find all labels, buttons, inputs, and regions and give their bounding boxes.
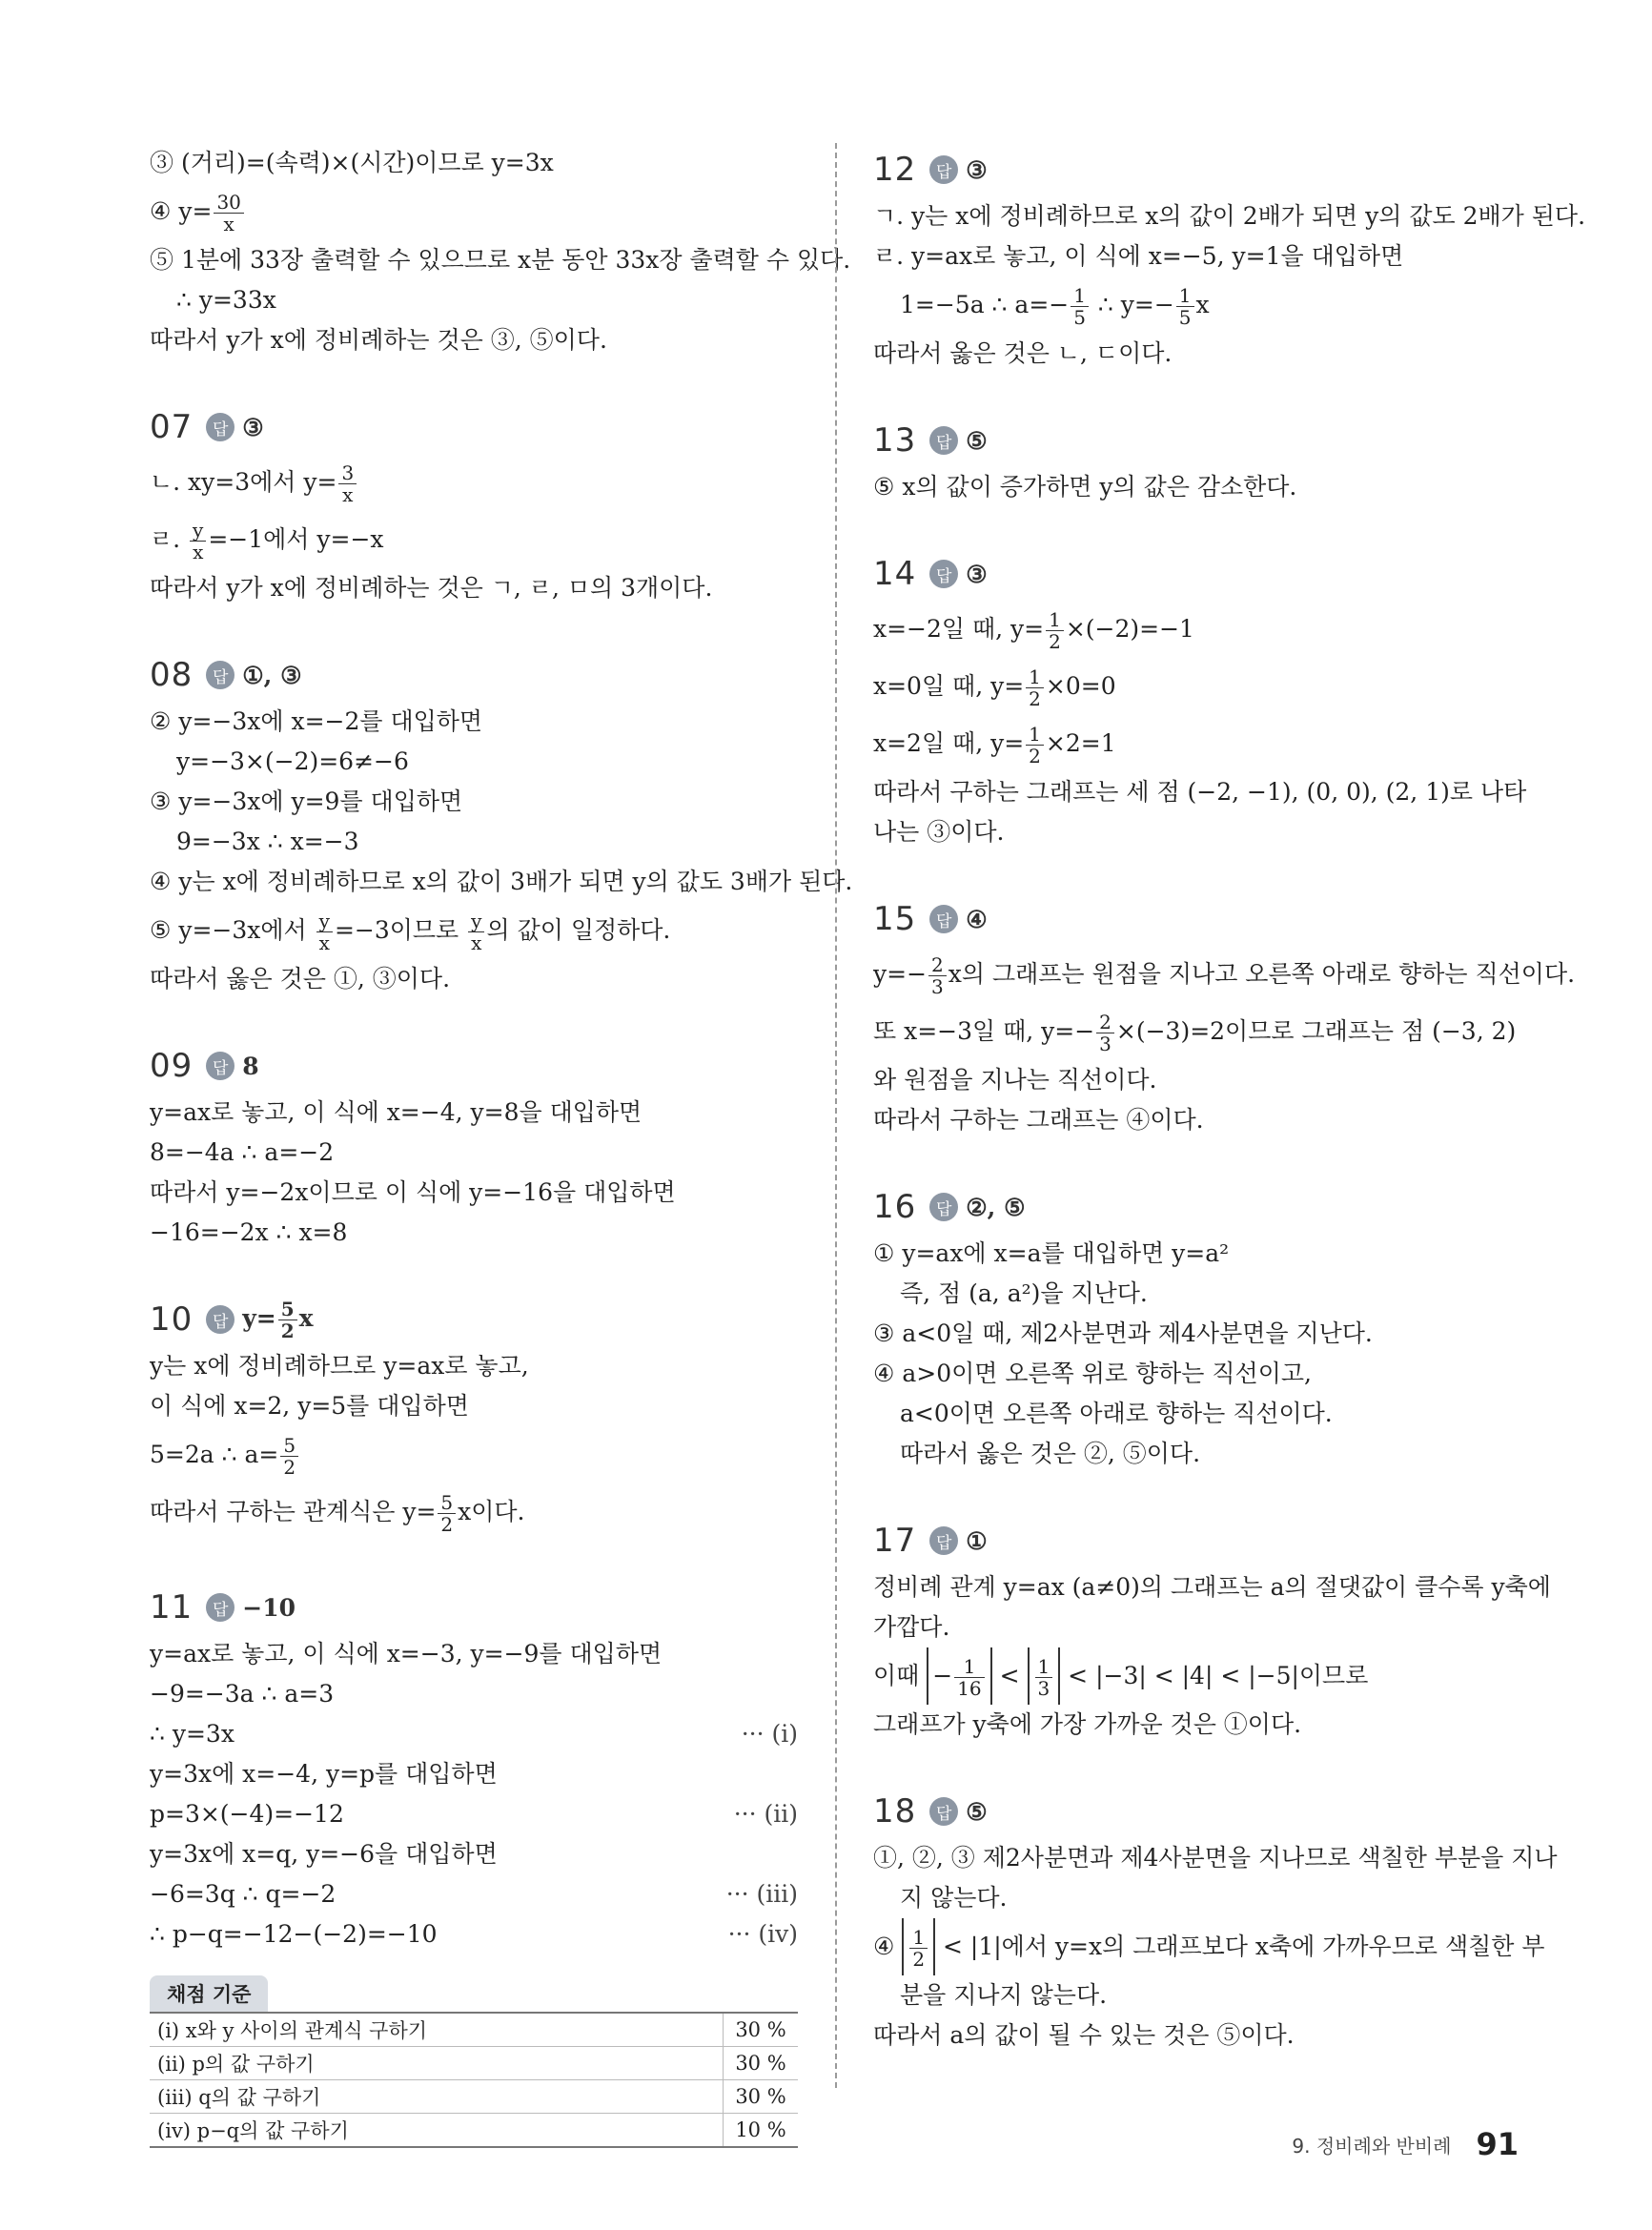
fraction [909, 1927, 928, 1970]
fraction-numerator: 30 [214, 192, 243, 214]
grading-label: (ⅰ) x와 y 사이의 관계식 구하기 [150, 2013, 724, 2047]
grading-label: (ⅳ) p−q의 값 구하기 [150, 2114, 724, 2148]
solution-line: 따라서 구하는 그래프는 세 점 (−2, −1), (0, 0), (2, 1)로 나타 [873, 778, 1527, 806]
solution-text: −6=3q ∴ q=−2 [150, 1880, 337, 1908]
solution-line: 5=2a ∴ a= $\frac{5}{2}$ [150, 1426, 798, 1483]
question-number: 15 [873, 900, 917, 938]
solution-line: ④ y= $\frac{30}{x}$ [150, 183, 798, 240]
fraction-numerator: 1 [1026, 666, 1044, 688]
solution-line: a<0이면 오른쪽 아래로 향하는 직선이다. [900, 1400, 1333, 1427]
fraction [1026, 724, 1044, 767]
answer-badge: 답 [206, 413, 235, 441]
question-number: 09 [150, 1047, 194, 1085]
solution-line: 지 않는다. [900, 1884, 1008, 1912]
right-column [873, 143, 1586, 2056]
question-header-16 [873, 1180, 1521, 1234]
fraction [1071, 285, 1089, 328]
question-header-14 [873, 547, 1521, 601]
solution-line [150, 1874, 798, 1914]
answer-badge: 답 [929, 1526, 958, 1555]
solution-line: y는 x에 정비례하므로 y=ax로 놓고, [150, 1352, 529, 1380]
fraction [280, 1435, 298, 1478]
solution-line: 이 식에 x=2, y=5를 대입하면 [150, 1392, 469, 1420]
solution-line: 가깝다. [873, 1613, 950, 1641]
solution-line: y=−3×(−2)=6≠−6 [176, 747, 409, 775]
question-number: 07 [150, 408, 194, 446]
question-header-15 [873, 892, 1521, 946]
solution-line: ⑤ 1분에 33장 출력할 수 있으므로 x분 동안 33x장 출력할 수 있다. [150, 246, 851, 274]
solution-line [150, 1714, 798, 1754]
grading-table [150, 2012, 798, 2148]
solution-line: ㄱ. y는 x에 정비례하므로 x의 값이 2배가 되면 y의 값도 2배가 된다. [873, 202, 1586, 230]
answer-badge: 답 [929, 1797, 958, 1826]
fraction-denominator: 16 [957, 1677, 982, 1700]
answer-badge: 답 [206, 1305, 235, 1334]
fraction-denominator: 2 [1049, 630, 1061, 653]
fraction-denominator: x [471, 931, 482, 954]
answer-badge: 답 [929, 905, 958, 933]
fraction-numerator: y [190, 520, 206, 542]
solution-line: ㄹ. y=ax로 놓고, 이 식에 x=−5, y=1을 대입하면 [873, 242, 1404, 270]
fraction [438, 1492, 456, 1535]
answer-value: ①, ③ [242, 661, 302, 689]
left-column [150, 143, 853, 2148]
fraction-numerator: 2 [1096, 1012, 1114, 1033]
solution-line: −9=−3a ∴ a=3 [150, 1680, 335, 1708]
absolute-value [1028, 1647, 1061, 1705]
fraction-numerator: y [468, 910, 484, 932]
fraction-numerator: 1 [1176, 285, 1194, 307]
fraction-numerator: 1 [909, 1927, 928, 1949]
grading-row [150, 2013, 798, 2047]
answer-badge: 답 [206, 1593, 235, 1622]
fraction-numerator: 1 [1071, 285, 1089, 307]
column-divider [835, 143, 837, 2088]
solution-line: 또 x=−3일 때, y=− $\frac{2}{3}$ ×(−3)=2이므로 그래프는 점 (−3, 2) [873, 1011, 1517, 1055]
fraction-numerator: 1 [1026, 724, 1044, 746]
question-header-13 [873, 414, 1521, 467]
solution-line: ⑤ y=−3x에서 $\frac{y}{x}$ =−3이므로 $\frac{y}{x}$ 의 값이 일정하다. [150, 910, 671, 954]
solution-line: ④ $\frac{1}{2}$ < |1|에서 y=x의 그래프보다 x축에 가까우므로 색칠한 부 [873, 1918, 1521, 1975]
question-header-18 [873, 1785, 1521, 1838]
solution-line: ㄴ. xy=3에서 y= $\frac{3}{x}$ [150, 454, 798, 511]
step-marker: ··· (ⅱ) [733, 1800, 798, 1828]
solution-line: x=2일 때, y= $\frac{1}{2}$ ×2=1 [873, 723, 1116, 767]
solution-line: ∴ y=33x [176, 286, 276, 314]
solution-line: 1=−5a ∴ a=− $\frac{1}{5}$ ∴ y=− $\frac{1}{5}$ x [900, 284, 1210, 329]
absolute-value: − $\frac{1}{16}$ [927, 1647, 991, 1705]
question-header-17 [873, 1514, 1521, 1567]
solution-line: 나는 ③이다. [873, 818, 1005, 846]
fraction-numerator: 3 [338, 462, 357, 484]
solution-line: y=3x에 x=−4, y=p를 대입하면 [150, 1760, 498, 1788]
fraction-numerator: 1 [1046, 609, 1064, 631]
solution-line: 이때 − $\frac{1}{16}$ < $\frac{1}{3}$ < |−3| < |4| < |−5|이므로 [873, 1647, 1521, 1705]
fraction-denominator: 2 [283, 1456, 296, 1479]
solution-line: 분을 지나지 않는다. [900, 1981, 1108, 2009]
answer-value: ③ [242, 413, 264, 441]
fraction-denominator: 3 [1099, 1033, 1112, 1055]
fraction-denominator: 3 [931, 975, 944, 998]
solution-line: ①, ②, ③ 제2사분면과 제4사분면을 지나므로 색칠한 부분을 지나 [873, 1844, 1558, 1872]
answer-badge: 답 [929, 426, 958, 455]
answer-value: y= $\frac{5}{2}$ x [242, 1297, 314, 1342]
question-header-09 [150, 1039, 798, 1093]
solution-line: ⑤ x의 값이 증가하면 y의 값은 감소한다. [873, 473, 1297, 501]
page-number: 91 [1476, 2126, 1519, 2162]
solution-line [150, 1794, 798, 1834]
answer-badge: 답 [206, 661, 235, 689]
grading-criteria [150, 1975, 798, 2148]
chapter-title: 9. 정비례와 반비례 [1292, 2134, 1452, 2158]
solution-line: ③ y=−3x에 y=9를 대입하면 [150, 788, 463, 815]
fraction-denominator: 2 [1029, 687, 1041, 710]
page-footer [1292, 2126, 1519, 2162]
grading-percent: 30 % [724, 2013, 799, 2047]
fraction-numerator: 1 [1035, 1656, 1053, 1678]
solution-line: y=ax로 놓고, 이 식에 x=−4, y=8을 대입하면 [150, 1098, 642, 1126]
question-number: 11 [150, 1588, 194, 1626]
solution-line: 와 원점을 지나는 직선이다. [873, 1066, 1157, 1094]
answer-value: ④ [966, 905, 988, 933]
solution-line: ② y=−3x에 x=−2를 대입하면 [150, 707, 483, 735]
fraction [1096, 1012, 1114, 1054]
fraction [214, 192, 243, 235]
fraction [468, 910, 484, 953]
grading-row [150, 2080, 798, 2114]
question-header-08 [150, 648, 798, 702]
fraction-numerator: 2 [928, 954, 947, 976]
solution-text: ∴ p−q=−12−(−2)=−10 [150, 1920, 438, 1948]
question-number: 08 [150, 656, 194, 694]
fraction-denominator: 3 [1037, 1677, 1050, 1700]
absolute-value [902, 1918, 935, 1975]
solution-line: 따라서 옳은 것은 ㄴ, ㄷ이다. [873, 339, 1173, 367]
answer-badge: 답 [206, 1052, 235, 1080]
fraction-numerator: y [316, 910, 333, 932]
step-marker: ··· (ⅰ) [741, 1720, 798, 1748]
fraction-denominator: 2 [440, 1513, 454, 1536]
fraction [338, 462, 357, 505]
answer-value: ②, ⑤ [966, 1193, 1026, 1221]
solution-line: 9=−3x ∴ x=−3 [176, 828, 359, 855]
question-header-10 [150, 1293, 798, 1346]
question-number: 16 [873, 1188, 917, 1226]
answer-value: ⑤ [966, 1797, 988, 1826]
fraction-denominator: x [193, 541, 204, 563]
fraction [1026, 666, 1044, 709]
solution-line: x=−2일 때, y= $\frac{1}{2}$ ×(−2)=−1 [873, 608, 1194, 653]
step-marker: ··· (ⅳ) [727, 1920, 798, 1948]
solution-line: ㄹ. $\frac{y}{x}$ =−1에서 y=−x [150, 519, 384, 563]
solution-line: 따라서 y가 x에 정비례하는 것은 ㄱ, ㄹ, ㅁ의 3개이다. [150, 574, 713, 602]
grading-title: 채점 기준 [150, 1975, 268, 2012]
fraction-numerator: 5 [278, 1299, 297, 1320]
answer-value: ③ [966, 155, 988, 184]
fraction-denominator: 5 [1178, 306, 1192, 329]
answer-value: ⑤ [966, 426, 988, 455]
solution-line: 8=−4a ∴ a=−2 [150, 1138, 335, 1166]
fraction [1046, 609, 1064, 652]
grading-percent: 30 % [724, 2080, 799, 2114]
fraction-denominator: 2 [280, 1319, 295, 1342]
solution-line: 따라서 옳은 것은 ②, ⑤이다. [900, 1440, 1201, 1467]
fraction-denominator: x [342, 483, 354, 506]
question-number: 14 [873, 555, 917, 593]
solution-line [150, 1914, 798, 1954]
question-header-07 [150, 400, 798, 454]
fraction-numerator: 5 [438, 1492, 456, 1514]
fraction-denominator: 5 [1073, 306, 1086, 329]
solution-line: ③ (거리)=(속력)×(시간)이므로 y=3x [150, 149, 554, 176]
solution-line: 즉, 점 (a, a²)을 지난다. [900, 1279, 1148, 1307]
fraction [190, 520, 206, 563]
grading-row [150, 2047, 798, 2080]
solution-line: 따라서 y=−2x이므로 이 식에 y=−16을 대입하면 [150, 1178, 676, 1206]
question-number: 17 [873, 1522, 917, 1560]
fraction-denominator: x [223, 213, 235, 235]
solution-line: ④ y는 x에 정비례하므로 x의 값이 3배가 되면 y의 값도 3배가 된다. [150, 868, 853, 895]
solution-line: 따라서 a의 값이 될 수 있는 것은 ⑤이다. [873, 2021, 1295, 2049]
grading-row [150, 2114, 798, 2148]
solution-line: 따라서 옳은 것은 ①, ③이다. [150, 965, 451, 992]
grading-label: (ⅱ) p의 값 구하기 [150, 2047, 724, 2080]
question-number: 12 [873, 151, 917, 189]
solution-line: 따라서 구하는 그래프는 ④이다. [873, 1106, 1204, 1134]
fraction [1035, 1656, 1053, 1699]
answer-fraction [278, 1299, 297, 1341]
solution-line: y=ax로 놓고, 이 식에 x=−3, y=−9를 대입하면 [150, 1640, 663, 1667]
answer-value: 8 [242, 1052, 259, 1080]
grading-percent: 30 % [724, 2047, 799, 2080]
fraction-numerator: 5 [280, 1435, 298, 1457]
solution-line: 따라서 y가 x에 정비례하는 것은 ③, ⑤이다. [150, 326, 607, 354]
answer-badge: 답 [929, 155, 958, 184]
solution-line: ④ a>0이면 오른쪽 위로 향하는 직선이고, [873, 1360, 1312, 1387]
solution-line: 그래프가 y축에 가장 가까운 것은 ①이다. [873, 1710, 1302, 1738]
step-marker: ··· (ⅲ) [725, 1880, 798, 1908]
answer-value: −10 [242, 1593, 296, 1622]
answer-value: ③ [966, 560, 988, 588]
solution-line: y=3x에 x=q, y=−6을 대입하면 [150, 1840, 498, 1868]
fraction [928, 954, 947, 997]
question-number: 10 [150, 1300, 194, 1339]
fraction [954, 1656, 984, 1699]
solution-line: x=0일 때, y= $\frac{1}{2}$ ×0=0 [873, 665, 1116, 710]
solution-text: p=3×(−4)=−12 [150, 1800, 344, 1828]
question-header-12 [873, 143, 1521, 196]
fraction [1176, 285, 1194, 328]
solution-line: 정비례 관계 y=ax (a≠0)의 그래프는 a의 절댓값이 클수록 y축에 [873, 1573, 1551, 1601]
solution-line: ③ a<0일 때, 제2사분면과 제4사분면을 지난다. [873, 1320, 1373, 1347]
solution-line: y=− $\frac{2}{3}$ x의 그래프는 원점을 지나고 오른쪽 아래로 향하는 직선이다. [873, 953, 1576, 998]
grading-percent: 10 % [724, 2114, 799, 2148]
answer-badge: 답 [929, 560, 958, 588]
solution-line: ① y=ax에 x=a를 대입하면 y=a² [873, 1239, 1230, 1267]
question-header-11 [150, 1581, 798, 1634]
fraction-denominator: x [318, 931, 330, 954]
answer-badge: 답 [929, 1193, 958, 1221]
answer-value: ① [966, 1526, 988, 1555]
fraction [316, 910, 333, 953]
fraction-denominator: 2 [1029, 745, 1041, 767]
question-number: 13 [873, 421, 917, 460]
solution-line: 따라서 구하는 관계식은 y= $\frac{5}{2}$ x이다. [150, 1491, 525, 1536]
fraction-numerator: 1 [954, 1656, 984, 1678]
grading-label: (ⅲ) q의 값 구하기 [150, 2080, 724, 2114]
question-number: 18 [873, 1792, 917, 1831]
solution-text: ∴ y=3x [150, 1720, 235, 1748]
solution-line: −16=−2x ∴ x=8 [150, 1218, 348, 1246]
fraction-denominator: 2 [912, 1948, 926, 1971]
